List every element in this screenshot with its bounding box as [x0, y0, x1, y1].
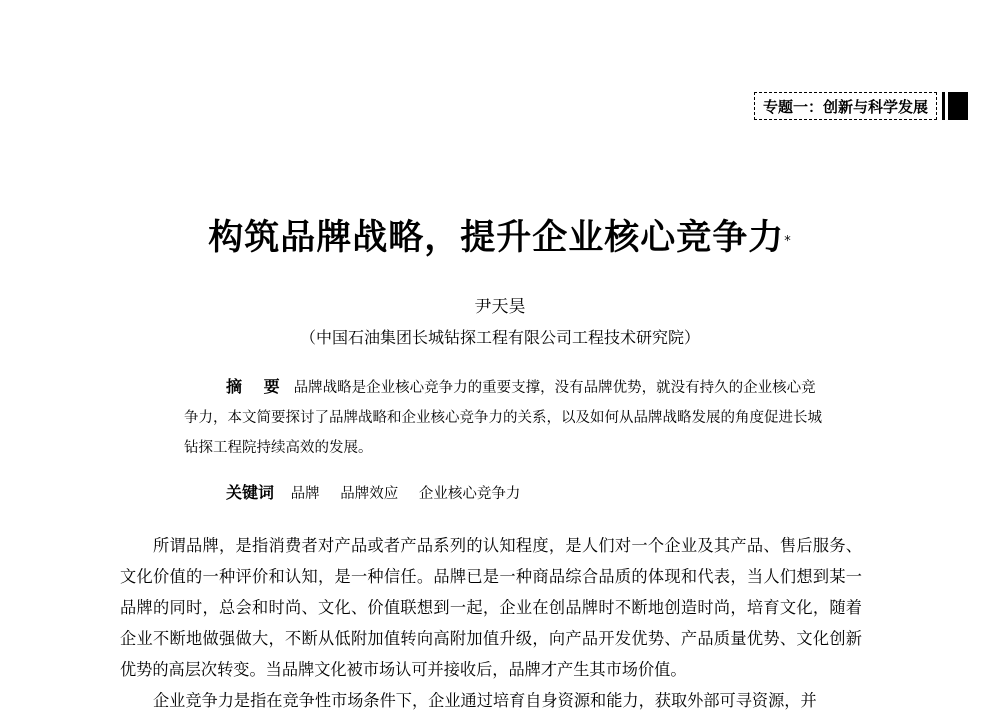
abstract-label: 摘 要 — [226, 377, 288, 396]
paper-title-text: 构筑品牌战略，提升企业核心竞争力 — [208, 218, 785, 258]
keywords — [226, 480, 536, 507]
keyword-item: 品牌效应 — [340, 486, 399, 502]
title-footnote-mark: * — [784, 234, 792, 249]
section-header-tag — [754, 92, 968, 120]
paper-title — [0, 212, 1000, 264]
author-name: 尹天昊 — [474, 297, 526, 317]
body-text — [120, 530, 862, 716]
header-block-bar — [948, 92, 968, 120]
keywords-label: 关键词 — [226, 483, 275, 502]
body-paragraph: 所谓品牌，是指消费者对产品或者产品系列的认知程度，是人们对一个企业及其产品、售后服务、文化价值的一种评价和认知，是一种信任。品牌已是一种商品综合品质的体现和代表，当人们想到某一品牌的同时，总会和时尚、文化、价值联想到一起，企业在创品牌时不断地创造时尚，培育文化，随着企业不断地做强做大，不断从低附加值转向高附加值升级，向产品开发优势、产品质量优势、文化创新优势的高层次转变。当品牌文化被市场认可并接收后，品牌才产生其市场价值。 — [120, 536, 862, 679]
body-paragraph: 企业竞争力是指在竞争性市场条件下，企业通过培育自身资源和能力，获取外部可寻资源，并 — [153, 691, 817, 710]
abstract — [184, 372, 824, 463]
section-tag-label: 专题一：创新与科学发展 — [754, 92, 937, 120]
keyword-item: 企业核心竞争力 — [418, 486, 521, 502]
abstract-text: 品牌战略是企业核心竞争力的重要支撑，没有品牌优势，就没有持久的企业核心竞争力，本文简要探讨了品牌战略和企业核心竞争力的关系，以及如何从品牌战略发展的角度促进长城钻探工程院持续高效的发展。 — [184, 380, 822, 456]
author-affiliation: （中国石油集团长城钻探工程有限公司工程技术研究院） — [299, 328, 700, 347]
keyword-item: 品牌 — [290, 486, 320, 502]
header-divider-bar — [942, 92, 945, 120]
